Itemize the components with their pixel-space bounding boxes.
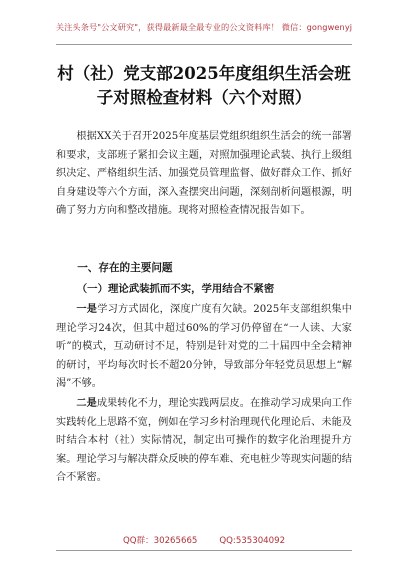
- intro-paragraph: 根据XX关于召开2025年度基层党组织组织生活会的统一部署和要求，支部班子紧扣会议主题，对照加强理论武装、执行上级组织决定、严格组织生活、加强党员管理监督、做好群众工作、抓好自身建设等六个方面，深入查摆突出问题，深刻剖析问题根源，明确了努力方向和整改措施。现将对照检查情况报告如下。: [56, 131, 352, 217]
- footer-qq: QQ:535304092: [219, 536, 286, 546]
- footer-divider: [56, 550, 352, 551]
- point-2-text: 成果转化不力，理论实践两层皮。在推动学习成果向工作实践转化上思路不宽，例如在学习乡村治理现代化理论后、未能及时结合本村（社）实际情况，制定出可操作的数字化治理提升方案。理论学习与解决群众反映的停车难、充电桩少等现实问题的结合不紧密。: [56, 398, 353, 484]
- title-line-1: 村（社）党支部2025年度组织生活会班: [57, 64, 351, 83]
- header-divider: [56, 44, 352, 45]
- section-heading: 一、存在的主要问题: [77, 262, 173, 274]
- header-banner: 关注头条号"公文研究"，获得最新最全最专业的公文资料库！ 微信：gongwenyj: [55, 22, 353, 32]
- point-1-lead: 一是: [76, 303, 98, 315]
- point-2-lead: 二是: [76, 397, 97, 409]
- subsection-heading: （一）理论武装抓而不实，学用结合不紧密: [76, 283, 275, 295]
- document-title: [40, 62, 368, 110]
- footer-qq-group: QQ群：30265665: [122, 536, 198, 546]
- title-line-2: 子对照检查材料（六个对照）: [96, 88, 312, 107]
- footer-contact: [0, 534, 408, 546]
- paragraph-point-2: [56, 394, 352, 488]
- point-1-text: 学习方式固化，深度广度有欠缺。2025年支部组织集中理论学习24次，但其中超过60%的学习仍停留在“一人读、大家听”的模式，互动研讨不足，特别是针对党的二十届四中全会精神的研讨，平均每次时长不超20分钟，导致部分年轻党员思想上“解渴”不够。: [56, 304, 352, 390]
- paragraph-point-1: [56, 300, 352, 394]
